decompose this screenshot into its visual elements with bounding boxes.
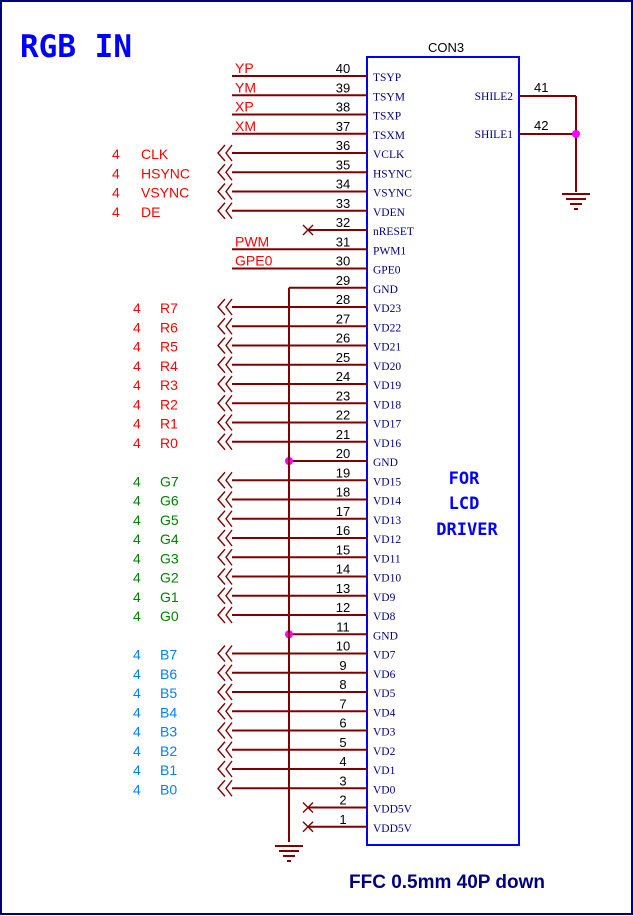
port-arrow-icon [226,357,232,373]
port-arrow-icon [226,203,232,219]
port-arrow-icon [218,434,225,450]
pin-number: 27 [335,311,351,327]
pin-function-label: SHILE1 [474,129,513,141]
pin-function-label: VD12 [373,534,402,546]
pin-function-label: VD17 [373,418,402,431]
pin-number: 4 [339,754,347,769]
port-arrow-icon [218,164,225,180]
pin-number: 31 [335,234,351,250]
port-sheet-number: 4 [133,685,141,701]
pin-number: 42 [534,118,549,133]
port-arrow-icon [218,376,225,392]
port-net-name: B7 [160,646,178,663]
port-sheet-number: 4 [133,319,141,336]
port-arrow-icon [218,184,225,200]
pin-function-label: TSXM [373,129,405,142]
pin-function-label: SHILE2 [474,91,513,103]
pin-number: 35 [335,157,351,173]
pin-function-label: VD6 [373,668,396,681]
pin-number: 8 [339,677,347,692]
port-arrow-icon [226,299,232,315]
net-label: PWM [235,233,270,250]
port-arrow-icon [226,723,232,739]
port-net-name: R0 [160,434,178,451]
port-arrow-icon [226,164,232,180]
port-net-name: G6 [160,492,179,509]
port-net-name: R4 [160,357,178,374]
pin-number: 5 [339,734,347,750]
pin-number: 23 [335,388,351,404]
port-net-name: G4 [160,531,179,547]
junction-dot [572,130,580,138]
pin-number: 37 [335,118,351,134]
pin-number: 40 [335,61,351,76]
port-sheet-number: 4 [133,415,141,432]
port-arrow-icon [218,742,225,758]
shield-network [475,80,590,209]
port-arrow-icon [218,780,225,796]
port-arrow-icon [226,434,232,450]
pin-number: 3 [339,773,347,789]
port-net-name: B6 [160,665,178,682]
connector-note-line-3: DRIVER [436,520,498,540]
pin-number: 28 [335,292,351,307]
pin-function-label: VD9 [373,591,396,604]
port-arrow-icon [218,145,225,161]
port-net-name: R2 [160,396,178,413]
port-arrow-icon [218,203,225,219]
shield-pin-42 [475,118,576,141]
port-arrow-icon [218,357,225,373]
shield-pin-41 [475,80,576,103]
port-arrow-icon [218,665,225,681]
connector-ref: CON3 [427,40,465,55]
port-arrow-icon [218,703,225,719]
pin-function-label: VD7 [373,649,396,662]
port-sheet-number: 4 [112,184,120,201]
pin-function-label: VD20 [373,360,402,373]
net-label: XM [235,117,256,134]
port-arrow-icon [226,569,232,585]
port-net-name: G5 [160,511,179,528]
pin-number: 24 [335,369,351,384]
pin-function-label: GND [373,283,398,296]
port-arrow-icon [218,415,225,431]
pin-function-label: VD13 [373,514,402,527]
pin-number: 2 [339,792,347,808]
pin-number: 19 [335,465,351,481]
port-arrow-icon [226,761,232,777]
port-sheet-number: 4 [133,665,141,682]
pin-28 [133,292,401,316]
ground-icon [562,194,590,209]
pin-number: 41 [534,80,549,95]
pin-number: 17 [335,503,351,519]
connector-footer: FFC 0.5mm 40P down [348,872,546,893]
port-net-name: B2 [160,742,178,759]
port-sheet-number: 4 [133,377,141,393]
pin-40 [232,60,401,84]
port-net-name: DE [141,203,161,220]
port-net-name: CLK [141,146,169,162]
pin-number: 25 [335,349,351,365]
pin-function-label: VD5 [373,688,396,700]
pin-number: 11 [336,619,350,635]
pin-36 [112,138,405,162]
pin-19 [133,465,401,489]
pin-number: 30 [335,253,351,269]
port-arrow-icon [226,492,232,508]
port-arrow-icon [226,703,232,719]
pin-function-label: VD22 [373,322,402,335]
pin-number: 34 [335,176,351,192]
pin-function-label: VD14 [373,495,402,508]
pin-function-label: VD16 [373,437,402,450]
port-arrow-icon [226,145,232,161]
pin-number: 21 [335,426,351,442]
pin-number: 9 [339,657,347,673]
pin-number: 32 [335,215,351,230]
pin-number: 18 [335,484,351,500]
connector-note-line-2: LCD [448,494,480,514]
port-sheet-number: 4 [133,300,141,316]
port-net-name: B5 [160,685,178,701]
port-arrow-icon [218,549,225,565]
port-sheet-number: 4 [133,338,141,355]
pin-number: 16 [335,523,351,538]
port-arrow-icon [218,492,225,508]
port-arrow-icon [226,511,232,527]
port-sheet-number: 4 [133,473,141,490]
pin-function-label: VD19 [373,380,402,392]
port-arrow-icon [218,472,225,488]
port-sheet-number: 4 [133,588,141,605]
port-sheet-number: 4 [133,646,141,663]
port-net-name: B3 [160,723,178,740]
pin-function-label: VD11 [373,553,401,566]
pin-number: 26 [335,330,351,346]
pin-function-label: VD10 [373,572,402,585]
port-arrow-icon [226,376,232,392]
port-arrow-icon [218,607,225,623]
port-arrow-icon [226,318,232,334]
pin-function-label: VDEN [373,206,405,219]
pin-function-label: VD0 [373,784,396,797]
port-arrow-icon [218,299,225,315]
port-sheet-number: 4 [133,569,141,586]
port-arrow-icon [226,184,232,200]
pin-number: 6 [339,715,347,731]
pin-number: 15 [335,542,351,558]
pin-function-label: GND [373,457,398,469]
port-net-name: B1 [160,762,178,778]
pin-number: 36 [335,138,351,153]
port-sheet-number: 4 [133,723,141,740]
pin-function-label: VD18 [373,399,402,412]
port-sheet-number: 4 [133,550,141,567]
port-net-name: R7 [160,300,178,316]
port-arrow-icon [226,607,232,623]
pin-number: 13 [335,580,351,596]
port-arrow-icon [218,511,225,527]
pin-number: 10 [335,638,351,654]
pin-function-label: GPE0 [373,264,401,277]
port-net-name: B4 [160,704,178,721]
port-sheet-number: 4 [133,396,141,413]
sheet-title: RGB IN [20,29,132,65]
pin-number: 14 [335,561,351,577]
port-arrow-icon [218,723,225,739]
pin-2 [303,793,413,816]
pin-function-label: VD3 [373,726,396,739]
port-arrow-icon [218,569,225,585]
port-net-name: R6 [160,319,178,336]
port-sheet-number: 4 [133,357,141,374]
pin-function-label: VCLK [373,149,405,161]
port-sheet-number: 4 [133,704,141,721]
port-sheet-number: 4 [112,146,120,162]
port-arrow-icon [226,395,232,411]
net-label: YP [235,60,254,76]
port-net-name: HSYNC [141,165,191,182]
port-net-name: R1 [160,415,178,432]
port-arrow-icon [218,530,225,546]
pin-function-label: VSYNC [373,187,412,200]
port-net-name: G7 [160,473,179,490]
pin-number: 22 [335,407,351,423]
port-sheet-number: 4 [133,434,141,451]
pin-number: 7 [339,696,347,712]
pin-function-label: VD1 [373,765,396,777]
pin-number: 33 [335,195,351,211]
port-sheet-number: 4 [112,203,120,220]
ground-icon [275,846,303,861]
pin-function-label: GND [373,630,398,643]
port-arrow-icon [218,338,225,354]
port-arrow-icon [218,395,225,411]
pin-function-label: VD2 [373,745,396,758]
port-sheet-number: 4 [133,762,141,778]
port-sheet-number: 4 [133,492,141,509]
pin-number: 1 [339,811,347,827]
port-arrow-icon [218,318,225,334]
port-arrow-icon [226,530,232,546]
port-arrow-icon [218,646,225,662]
port-arrow-icon [226,472,232,488]
pin-number: 20 [335,446,351,461]
port-arrow-icon [218,588,225,604]
port-sheet-number: 4 [112,165,120,182]
port-sheet-number: 4 [133,608,141,624]
port-net-name: G3 [160,550,179,567]
port-sheet-number: 4 [133,531,141,547]
net-label: GPE0 [235,252,273,269]
port-net-name: B0 [160,781,178,798]
port-net-name: VSYNC [141,184,190,201]
pin-function-label: VD23 [373,303,402,315]
pin-function-label: TSYP [373,72,402,84]
pin-function-label: HSYNC [373,168,412,181]
port-arrow-icon [226,684,232,700]
port-arrow-icon [226,646,232,662]
pin-function-label: TSXP [373,110,402,123]
pin-number: 39 [335,80,351,96]
port-sheet-number: 4 [133,781,141,798]
pin-function-label: VD4 [373,707,396,720]
pin-function-label: PWM1 [373,245,407,258]
pin-function-label: VD8 [373,611,396,623]
port-arrow-icon [226,780,232,796]
pin-10 [133,639,396,663]
sheet-border [1,1,632,914]
port-arrow-icon [218,684,225,700]
port-net-name: R3 [160,377,178,393]
port-net-name: G1 [160,588,179,605]
pin-number: 29 [335,272,351,288]
net-label: XP [235,98,254,115]
net-label: YM [235,79,256,96]
port-arrow-icon [226,665,232,681]
pin-rows [112,60,414,861]
pin-function-label: VD15 [373,476,402,489]
pin-function-label: TSYM [373,91,405,104]
pin-number: 12 [335,600,351,615]
port-net-name: R5 [160,338,178,355]
pin-function-label: VDD5V [373,803,412,816]
port-net-name: G0 [160,608,179,624]
pin-function-label: VDD5V [373,822,412,835]
pin-number: 38 [335,99,351,115]
connector-note-line-1: FOR [448,469,480,489]
port-arrow-icon [226,742,232,758]
port-arrow-icon [226,549,232,565]
port-sheet-number: 4 [133,742,141,759]
port-arrow-icon [226,338,232,354]
pin-function-label: nRESET [373,226,414,238]
port-sheet-number: 4 [133,511,141,528]
port-arrow-icon [218,761,225,777]
port-arrow-icon [226,588,232,604]
port-arrow-icon [226,415,232,431]
port-net-name: G2 [160,569,179,586]
pin-function-label: VD21 [373,341,402,354]
